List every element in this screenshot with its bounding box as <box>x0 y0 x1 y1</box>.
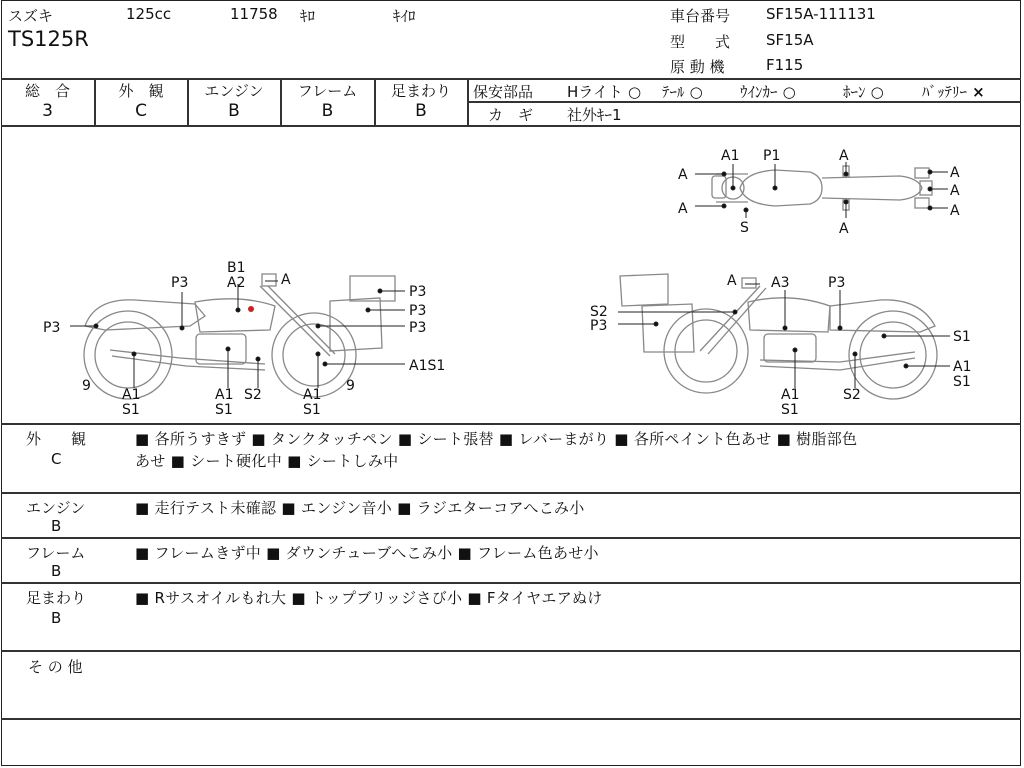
engine-grade: B <box>228 101 240 121</box>
diagram-label: A <box>678 201 688 217</box>
diagram-label: A1 <box>953 359 972 375</box>
mileage-unit-2: ｷｲﾛ <box>393 7 416 25</box>
key-label: カ ギ <box>488 106 534 124</box>
diagram-label: A <box>727 273 737 289</box>
diagram-label: A <box>950 183 960 199</box>
divider <box>1 492 1021 494</box>
frame-comment-grade: B <box>51 562 62 580</box>
mileage-unit: ｷﾛ <box>300 7 316 25</box>
diagram-label: S2 <box>244 387 262 403</box>
diagram-label: A <box>281 272 291 288</box>
diagram-label: B1 <box>227 260 246 276</box>
diagram-label: P3 <box>828 275 846 291</box>
diagram-label: A <box>839 148 849 164</box>
overall-grade: 3 <box>42 101 53 121</box>
key-value: 社外ｷｰ1 <box>567 106 622 124</box>
diagram-label: A1 <box>303 387 322 403</box>
engine-grade-label: エンジン <box>204 82 264 100</box>
diagram-label: P3 <box>409 303 427 319</box>
diagram-label: A <box>678 167 688 183</box>
exterior-comment-line: ■ 各所うすきず ■ タンクタッチペン ■ シート張替 ■ レバーまがり ■ 各所ペイント色あせ ■ 樹脂部色 <box>135 430 858 448</box>
engine-comment-grade: B <box>51 517 62 535</box>
diagram-label: A <box>950 165 960 181</box>
exterior-comment-grade: C <box>51 450 62 468</box>
diagram-label: P1 <box>763 148 781 164</box>
diagram-label: A <box>950 203 960 219</box>
suspension-comment-line: ■ Rサスオイルもれ大 ■ トップブリッジさび小 ■ Fタイヤエアぬけ <box>135 589 603 607</box>
diagram-label: P3 <box>43 320 61 336</box>
suspension-comment-grade: B <box>51 609 62 627</box>
frame-comment-line: ■ フレームきず中 ■ ダウンチューブへこみ小 ■ フレーム色あせ小 <box>135 544 599 562</box>
diagram-label: S1 <box>303 402 321 418</box>
diagram-label: A3 <box>771 275 790 291</box>
diagram-label: 9 <box>346 378 355 394</box>
frame-grade: B <box>321 101 334 121</box>
safety-item-mark: ○ <box>689 83 703 101</box>
engine-comment-label: エンジン <box>26 499 86 517</box>
divider <box>1 423 1021 425</box>
mileage: 11758 <box>230 5 278 23</box>
diagram-label: S1 <box>781 402 799 418</box>
diagram-label: P3 <box>590 318 608 334</box>
safety-item <box>922 81 985 102</box>
diagram-label: A1 <box>781 387 800 403</box>
exterior-grade: C <box>135 101 147 121</box>
safety-item <box>740 81 796 102</box>
diagram-label: P3 <box>409 320 427 336</box>
diagram-label: S <box>740 220 749 236</box>
diagram-label: P3 <box>171 275 189 291</box>
frame-grade-label: フレーム <box>297 82 358 100</box>
damage-diagram <box>0 126 1024 424</box>
frame-no-label: 車台番号 <box>670 7 731 25</box>
safety-item-mark: ○ <box>870 83 884 101</box>
exterior-comment-label: 外 観 <box>26 430 87 448</box>
frame-no: SF15A-111131 <box>766 5 876 23</box>
diagram-label: S2 <box>590 304 608 320</box>
divider <box>467 78 469 126</box>
diagram-label: A2 <box>227 275 246 291</box>
exterior-label: 外 観 <box>118 82 164 100</box>
safety-label: 保安部品 <box>473 83 534 101</box>
diagram-label: S2 <box>843 387 861 403</box>
top-view-bike <box>712 166 932 210</box>
damage-marker-accent <box>248 306 254 312</box>
divider <box>1 537 1021 539</box>
frame-comment-label: フレーム <box>26 544 86 562</box>
diagram-label: S1 <box>953 329 971 345</box>
divider <box>1 582 1021 584</box>
type-value: SF15A <box>766 31 814 49</box>
engine-label: 原 動 機 <box>670 58 725 76</box>
engine-value: F115 <box>766 56 804 74</box>
other-comment-label: そ の 他 <box>28 658 83 676</box>
safety-item <box>662 81 703 102</box>
suspension-comment-label: 足まわり <box>26 589 87 607</box>
engine-comment-line: ■ 走行テスト未確認 ■ エンジン音小 ■ ラジエターコアへこみ小 <box>135 499 585 517</box>
diagram-label: A1 <box>721 148 740 164</box>
diagram-label: S1 <box>215 402 233 418</box>
diagram-label: A1S1 <box>409 358 446 374</box>
safety-item <box>843 81 884 102</box>
safety-item-mark: ○ <box>627 83 642 101</box>
divider <box>1 718 1021 720</box>
displacement: 125cc <box>126 5 172 23</box>
overall-label: 総 合 <box>24 82 70 100</box>
safety-item <box>567 81 641 102</box>
diagram-label: 9 <box>82 378 91 394</box>
safety-item-name: ﾃｰﾙ <box>662 83 685 101</box>
suspension-grade: B <box>415 101 427 121</box>
type-label: 型 式 <box>670 33 731 51</box>
diagram-label: P3 <box>409 284 427 300</box>
diagram-label: A <box>839 221 849 237</box>
diagram-label: S1 <box>953 374 971 390</box>
divider <box>1 650 1021 652</box>
safety-item-mark: ○ <box>782 83 796 101</box>
diagram-label: A1 <box>215 387 234 403</box>
diagram-label: S1 <box>122 402 140 418</box>
exterior-comment-line: あせ ■ シート硬化中 ■ シートしみ中 <box>135 452 399 470</box>
safety-item-name: Hライト <box>567 83 623 101</box>
safety-item-name: ﾎｰﾝ <box>843 83 866 101</box>
suspension-grade-label: 足まわり <box>390 82 451 100</box>
maker: スズキ <box>8 7 54 25</box>
diagram-label: A1 <box>122 387 141 403</box>
model-name: TS125R <box>8 27 89 51</box>
safety-item-name: ﾊﾞｯﾃﾘｰ <box>922 83 968 101</box>
safety-item-mark: × <box>972 83 985 101</box>
safety-item-name: ｳｲﾝｶｰ <box>740 83 778 101</box>
